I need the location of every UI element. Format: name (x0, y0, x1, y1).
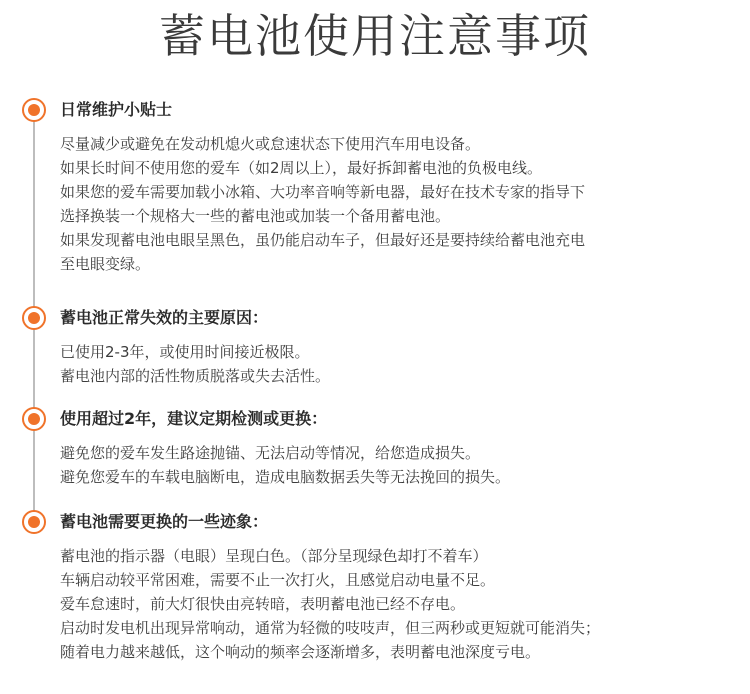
text-line: 如果发现蓄电池电眼呈黑色，虽仍能启动车子，但最好还是要持续给蓄电池充电 (60, 231, 586, 249)
text-line: 车辆启动较平常困难，需要不止一次打火，且感觉启动电量不足。 (60, 571, 496, 589)
text-line: 已使用2-3年，或使用时间接近极限。 (60, 343, 310, 361)
section-heading: 蓄电池需要更换的一些迹象： (60, 512, 269, 531)
text-line: 如果长时间不使用您的爱车（如2周以上），最好拆卸蓄电池的负极电线。 (60, 159, 543, 177)
text-line: 避免您的爱车发生路途抛锚、无法启动等情况，给您造成损失。 (60, 444, 481, 462)
text-line: 蓄电池的指示器（电眼）呈现白色。（部分呈现绿色却打不着车） (60, 547, 488, 565)
text-line: 随着电力越来越低，这个响动的频率会逐渐增多，表明蓄电池深度亏电。 (60, 643, 541, 661)
section-lines (60, 441, 740, 489)
text-line: 爱车怠速时，前大灯很快由亮转暗，表明蓄电池已经不存电。 (60, 595, 466, 613)
text-line: 如果您的爱车需要加载小冰箱、大功率音响等新电器，最好在技术专家的指导下 (60, 183, 586, 201)
text-line: 尽量减少或避免在发动机熄火或怠速状态下使用汽车用电设备。 (60, 135, 481, 153)
section-lines (60, 544, 740, 664)
section-lines (60, 340, 740, 388)
text-line: 蓄电池内部的活性物质脱落或失去活性。 (60, 367, 331, 385)
text-line: 选择换装一个规格大一些的蓄电池或加装一个备用蓄电池。 (60, 207, 451, 225)
section-heading: 日常维护小贴士 (60, 100, 173, 119)
bullet-icon (22, 98, 46, 122)
bullet-icon (22, 510, 46, 534)
section-heading: 使用超过2年，建议定期检测或更换： (60, 409, 328, 428)
section-lines (60, 132, 740, 276)
text-line: 至电眼变绿。 (60, 255, 151, 273)
bullet-icon (22, 407, 46, 431)
bullet-icon (22, 306, 46, 330)
text-line: 避免您爱车的车载电脑断电，造成电脑数据丢失等无法挽回的损失。 (60, 468, 511, 486)
section-heading: 蓄电池正常失效的主要原因： (60, 308, 269, 327)
page-title: 蓄电池使用注意事项 (159, 9, 591, 63)
text-line: 启动时发电机出现异常响动，通常为轻微的吱吱声，但三两秒或更短就可能消失； (60, 619, 601, 637)
